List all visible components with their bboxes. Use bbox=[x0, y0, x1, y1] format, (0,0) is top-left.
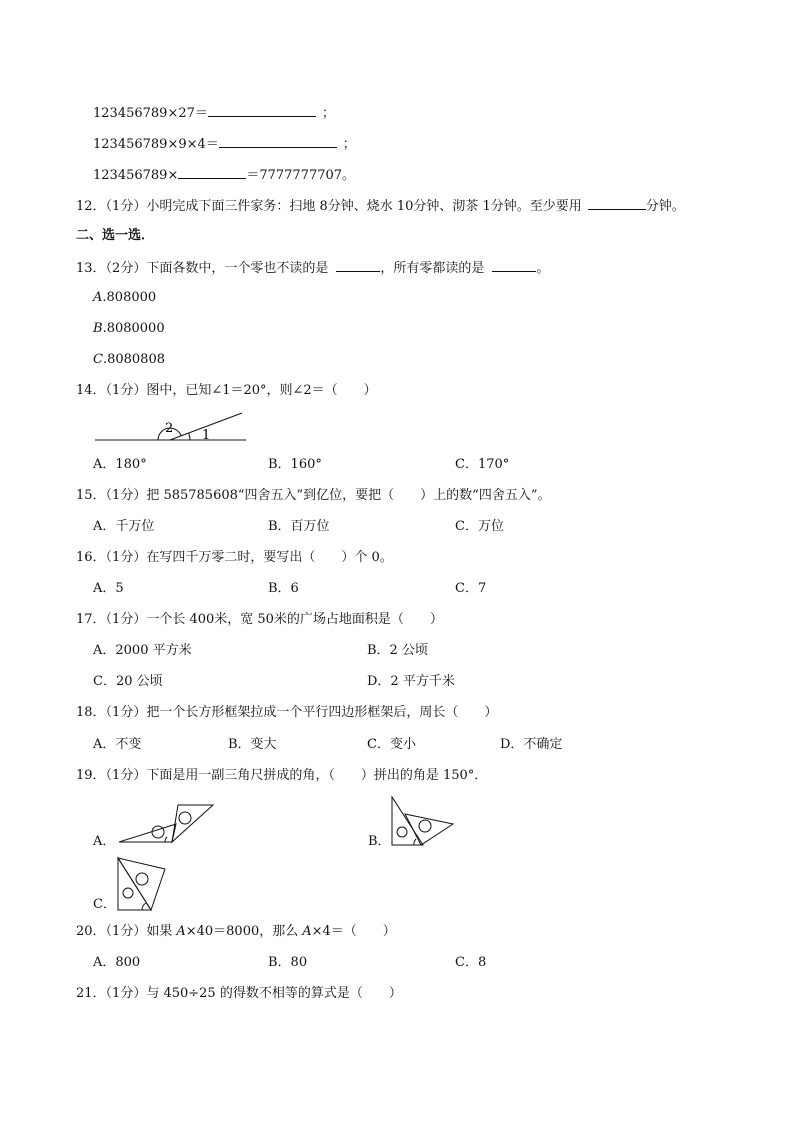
q18-option-a[interactable]: A．不变 bbox=[93, 737, 142, 752]
q14-option-b[interactable]: B．160° bbox=[268, 457, 322, 472]
angle-1-label: 1 bbox=[202, 428, 211, 443]
q16-option-c[interactable]: C．7 bbox=[455, 581, 487, 596]
q11-line-3 bbox=[93, 166, 355, 184]
question-15: 15．（1分）把 585785608“四舍五入”到亿位，要把（ ）上的数“四舍五入”。 bbox=[76, 488, 551, 503]
option-text: .8080808 bbox=[102, 352, 165, 367]
q13-option-b[interactable] bbox=[93, 321, 165, 337]
q18-option-c[interactable]: C．变小 bbox=[367, 737, 416, 752]
q11-line-1-end: ； bbox=[321, 106, 335, 121]
q11-line-2-expr: 123456789×9×4＝ bbox=[93, 137, 219, 152]
question-13 bbox=[76, 259, 549, 277]
set-square-figure-c bbox=[114, 855, 170, 913]
answer-blank[interactable] bbox=[219, 135, 337, 148]
set-square-figure-a bbox=[116, 804, 216, 846]
question-21: 21．（1分）与 450÷25 的得数不相等的算式是（ ） bbox=[76, 986, 402, 1001]
answer-blank[interactable] bbox=[178, 166, 246, 179]
question-13-text: 13．（2分）下面各数中，一个零也不读的是 bbox=[76, 261, 329, 276]
question-12-text: 12．（1分）小明完成下面三件家务：扫地 8分钟、烧水 10分钟、沏茶 1分钟。至少要用 bbox=[76, 199, 582, 214]
option-letter: B bbox=[93, 321, 103, 336]
q17-option-d[interactable]: D．2 平方千米 bbox=[367, 674, 455, 689]
question-12-end: 分钟。 bbox=[645, 199, 685, 214]
question-20 bbox=[76, 924, 396, 940]
question-20-text: 20．（1分）如果 bbox=[76, 924, 173, 939]
question-18: 18．（1分）把一个长方形框架拉成一个平行四边形框架后，周长（ ） bbox=[76, 705, 498, 720]
q19-option-c[interactable]: C． bbox=[93, 897, 116, 912]
q19-option-b[interactable]: B． bbox=[368, 834, 391, 849]
option-letter: C bbox=[93, 352, 103, 367]
q17-option-a[interactable]: A．2000 平方米 bbox=[93, 643, 192, 658]
option-text: .808000 bbox=[102, 290, 157, 305]
q16-option-a[interactable]: A．5 bbox=[93, 581, 124, 596]
q11-line-3-end: ＝7777777707。 bbox=[246, 168, 356, 183]
q17-option-c[interactable]: C．20 公顷 bbox=[93, 674, 163, 689]
question-14: 14．（1分）图中，已知∠1＝20°，则∠2＝（ ） bbox=[76, 383, 377, 398]
question-12 bbox=[76, 197, 685, 215]
answer-blank[interactable] bbox=[492, 259, 536, 272]
answer-blank[interactable] bbox=[588, 197, 646, 210]
q20-option-a[interactable]: A．800 bbox=[93, 955, 141, 970]
option-text: .8080000 bbox=[102, 321, 165, 336]
question-16: 16．（1分）在写四千万零二时，要写出（ ）个 0。 bbox=[76, 550, 393, 565]
angle-figure bbox=[92, 410, 252, 446]
q18-option-d[interactable]: D．不确定 bbox=[500, 737, 563, 752]
q14-option-c[interactable]: C．170° bbox=[455, 457, 510, 472]
q13-option-c[interactable] bbox=[93, 352, 165, 368]
set-square-figure-b bbox=[389, 796, 459, 848]
q11-line-3-expr: 123456789× bbox=[93, 168, 179, 183]
answer-blank[interactable] bbox=[336, 259, 380, 272]
q15-option-a[interactable]: A．千万位 bbox=[93, 519, 155, 534]
question-20-end: ×4＝（ ） bbox=[311, 924, 396, 939]
q15-option-b[interactable]: B．百万位 bbox=[268, 519, 330, 534]
q14-option-a[interactable]: A．180° bbox=[93, 457, 147, 472]
question-13-text-2: ，所有零都读的是 bbox=[380, 261, 485, 276]
q11-line-1 bbox=[93, 104, 335, 122]
variable-a: A bbox=[176, 924, 186, 939]
question-20-text-2: ×40＝8000，那么 bbox=[185, 924, 299, 939]
question-19: 19．（1分）下面是用一副三角尺拼成的角，（ ）拼出的角是 150°． bbox=[76, 768, 488, 783]
q15-option-c[interactable]: C．万位 bbox=[455, 519, 504, 534]
q20-option-b[interactable]: B．80 bbox=[268, 955, 308, 970]
angle-2-label: 2 bbox=[165, 421, 174, 436]
angle-arc bbox=[189, 433, 190, 440]
section-heading: 二、选一选． bbox=[76, 228, 155, 243]
q17-option-b[interactable]: B．2 公顷 bbox=[367, 643, 428, 658]
q11-line-2 bbox=[93, 135, 356, 153]
variable-a: A bbox=[302, 924, 312, 939]
q19-option-a[interactable]: A． bbox=[93, 834, 116, 849]
q16-option-b[interactable]: B．6 bbox=[268, 581, 299, 596]
question-13-end: 。 bbox=[536, 261, 550, 276]
q20-option-c[interactable]: C．8 bbox=[455, 955, 487, 970]
q13-option-a[interactable] bbox=[93, 290, 156, 306]
question-17: 17．（1分）一个长 400米，宽 50米的广场占地面积是（ ） bbox=[76, 612, 443, 627]
q11-line-2-end: ； bbox=[342, 137, 356, 152]
q18-option-b[interactable]: B．变大 bbox=[228, 737, 277, 752]
q11-line-1-expr: 123456789×27＝ bbox=[93, 106, 208, 121]
option-letter: A bbox=[93, 290, 103, 305]
answer-blank[interactable] bbox=[208, 104, 316, 117]
